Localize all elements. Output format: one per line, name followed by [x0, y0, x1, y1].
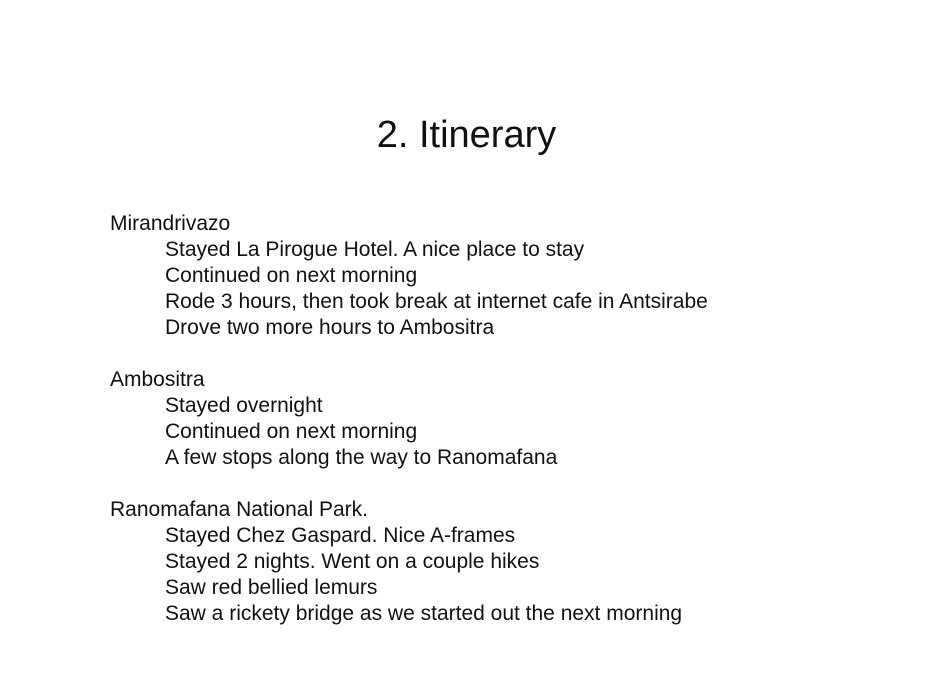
list-item: Stayed La Pirogue Hotel. A nice place to stay: [165, 238, 585, 261]
section-heading: Mirandrivazo: [110, 212, 231, 235]
list-item: A few stops along the way to Ranomafana: [165, 446, 558, 469]
itinerary-section-mirandrivazo: [110, 211, 910, 341]
list-item: Saw red bellied lemurs: [165, 576, 378, 599]
list-item: Rode 3 hours, then took break at internet cafe in Antsirabe: [165, 290, 708, 313]
list-item: Continued on next morning: [165, 264, 418, 287]
slide-title: 2. Itinerary: [376, 114, 557, 156]
itinerary-section-ranomafana: [110, 497, 910, 627]
section-heading: Ranomafana National Park.: [110, 498, 368, 521]
list-item: Continued on next morning: [165, 420, 418, 443]
itinerary-content: [110, 211, 910, 653]
itinerary-section-ambositra: [110, 367, 910, 471]
section-heading: Ambositra: [110, 368, 205, 391]
list-item: Stayed Chez Gaspard. Nice A-frames: [165, 524, 516, 547]
section-items: [110, 237, 910, 341]
section-items: [110, 393, 910, 471]
list-item: Drove two more hours to Ambositra: [165, 316, 495, 339]
section-items: [110, 523, 910, 627]
list-item: Saw a rickety bridge as we started out the next morning: [165, 602, 683, 625]
list-item: Stayed overnight: [165, 394, 323, 417]
list-item: Stayed 2 nights. Went on a couple hikes: [165, 550, 540, 573]
